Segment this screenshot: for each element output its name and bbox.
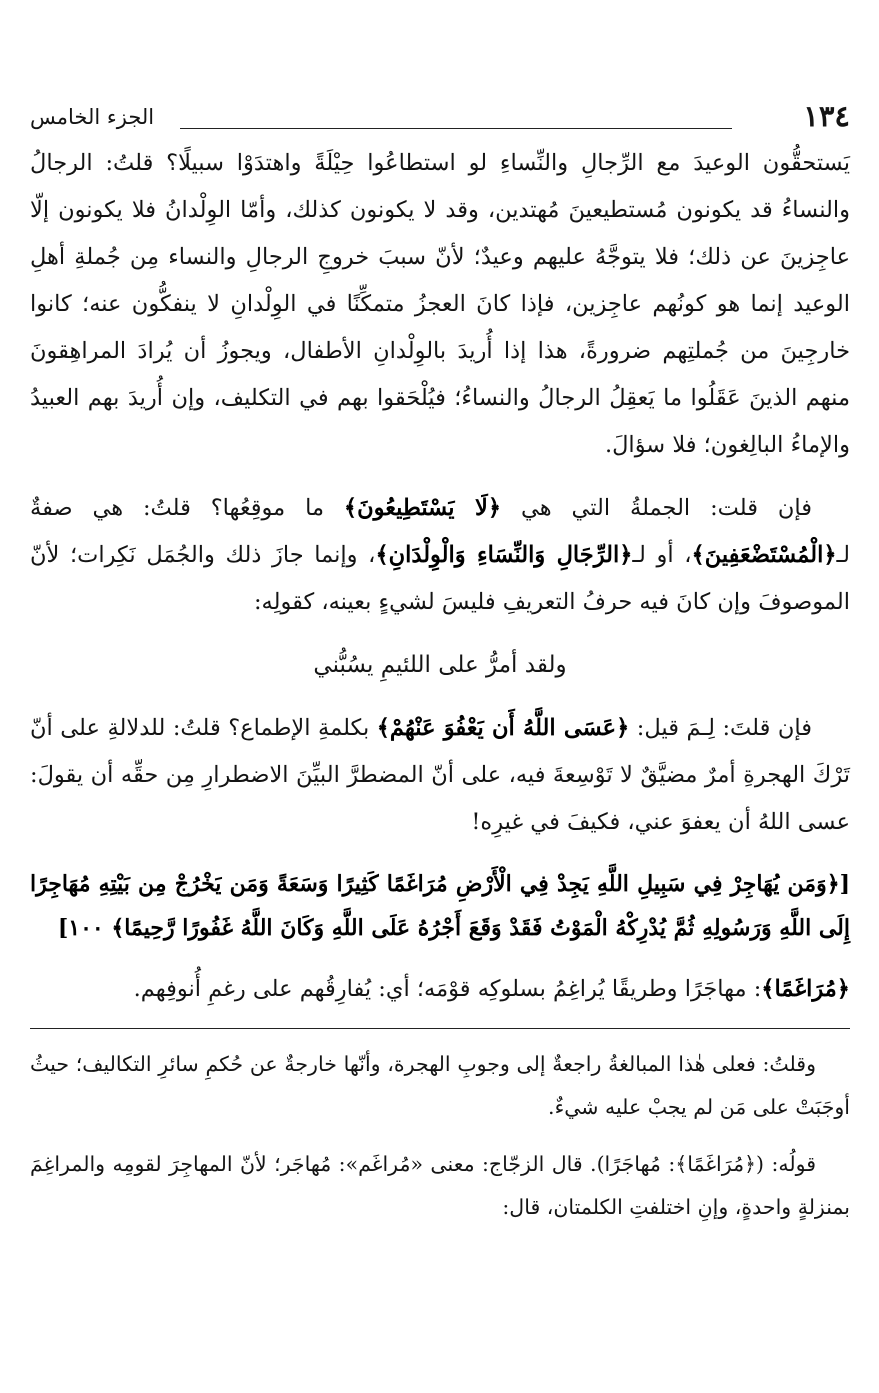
footnote-2: قولُه: (﴿مُرَاغَمًا﴾: مُهاجَرًا). قال الزجّاج: معنى «مُراغَم»: مُهاجَر؛ لأنّ المهاجِرَ لقومِه والمراغِمَ بمنزلةٍ واحدةٍ، وإنِ اختلفتِ الكلمتان، قال: [30,1152,850,1219]
p3-text-a: فإن قلتَ: لِـمَ قيل: [629,715,812,741]
main-text [30,140,850,1012]
gloss-line [30,966,850,1012]
p2-text-d: ، وإنما جازَ ذلك والجُمَل نَكِرات؛ لأنّ الموصوفَ وإن كانَ فيه حرفُ التعريفِ فليسَ لشيءٍ بعينه، كقولِه: [30,542,850,615]
p2-text-b: ما موقِعُها؟ قلتُ: هي صفةٌ لـ [30,495,850,568]
gloss-text: : مهاجَرًا وطريقًا يُراغِمُ بسلوكِه قوْمَه؛ أي: يُفارِقُهم على رغمِ أُنوفِهم. [133,976,762,1002]
quran-quote: ﴿لَا يَسْتَطِيعُونَ﴾ [343,495,502,521]
gloss-term: ﴿مُرَاغَمًا﴾ [761,976,850,1002]
quran-quote: ﴿الرِّجَالِ وَالنِّسَاءِ وَالْوِلْدَانِ﴾ [375,542,633,568]
footnotes [30,1043,850,1229]
poetry-verse: ولقد أمرُّ على اللئيمِ يسُبُّني [313,652,567,678]
running-header [30,96,850,140]
quran-verse-block: [﴿وَمَن يُهَاجِرْ فِي سَبِيلِ اللَّهِ يَجِدْ فِي الْأَرْضِ مُرَاغَمًا كَثِيرًا وَسَعَةً وَمَن يَخْرُجْ مِن بَيْتِهِ مُهَاجِرًا إِلَى اللَّهِ وَرَسُولِهِ ثُمَّ يُدْرِكْهُ الْمَوْتُ فَقَدْ وَقَعَ أَجْرُهُ عَلَى اللَّهِ وَكَانَ اللَّهُ غَفُورًا رَّحِيمًا﴾ ١٠٠] [30,871,850,941]
paragraph-1: يَستحقُّون الوعيدَ مع الرِّجالِ والنِّساءِ لو استطاعُوا حِيْلَةً واهتدَوْا سبيلًا؟ قلتُ: الرجالُ والنساءُ قد يكونون مُستطيعينَ مُهتدين، وقد لا يكونون كذلك، وأمّا الوِلْدانُ فلا يكونون إلّا عاجِزينَ عن ذلك؛ فلا يتوجَّهُ عليهم وعيدٌ؛ لأنّ سببَ خروجِ الرجالِ والنساء مِن جُملةِ أهلِ الوعيد إنما هو كونُهم عاجِزين، فإذا كانَ العجزُ متمكِّنًا في الوِلْدانِ لا ينفكُّون عنه؛ كانوا خارجِينَ من جُملتِهم ضرورةً، هذا إذا أُريدَ بالوِلْدانِ الأطفال، ويجوزُ أن يُرادَ المراهِقونَ منهم الذينَ عَقَلُوا ما يَعقِلُ الرجالُ والنساءُ؛ فيُلْحَقوا بهم في التكليف، وإن أُريدَ بهم العبيدُ والإماءُ البالِغون؛ فلا سؤالَ. [30,150,850,458]
p2-text-a: فإن قلت: الجملةُ التي هي [501,495,812,521]
part-title: الجزء الخامس [30,105,155,129]
footnote-separator [30,1028,850,1029]
header-rule [180,128,732,129]
paragraph-3 [30,705,850,846]
quran-quote: ﴿عَسَى اللَّهُ أَن يَعْفُوَ عَنْهُمْ﴾ [376,715,630,741]
p3-text-b: بكلمةِ الإطماع؟ قلتُ: للدلالةِ على أنّ تَرْكَ الهجرةِ أمرٌ مضيَّقٌ لا تَوْسِعةَ فيه، على أنّ المضطرَّ البيِّنَ الاضطرارِ مِن حقِّه أن يقولَ: عسى اللهُ أن يعفوَ عني، فكيفَ في غيرِه! [30,715,850,835]
quran-quote: ﴿الْمُسْتَضْعَفِينَ﴾ [691,542,837,568]
book-page [30,96,850,1243]
page-number: ١٣٤ [803,99,850,133]
footnote-1: وقلتُ: فعلى هٰذا المبالغةُ راجعةٌ إلى وجوبِ الهجرة، وأنّها خارجةٌ عن حُكمِ سائرِ التكاليف؛ حيثُ أوجَبَتْ على مَن لم يجبْ عليه شيءٌ. [30,1052,850,1119]
p2-text-c: ، أو لـ [632,542,692,568]
paragraph-2 [30,485,850,626]
